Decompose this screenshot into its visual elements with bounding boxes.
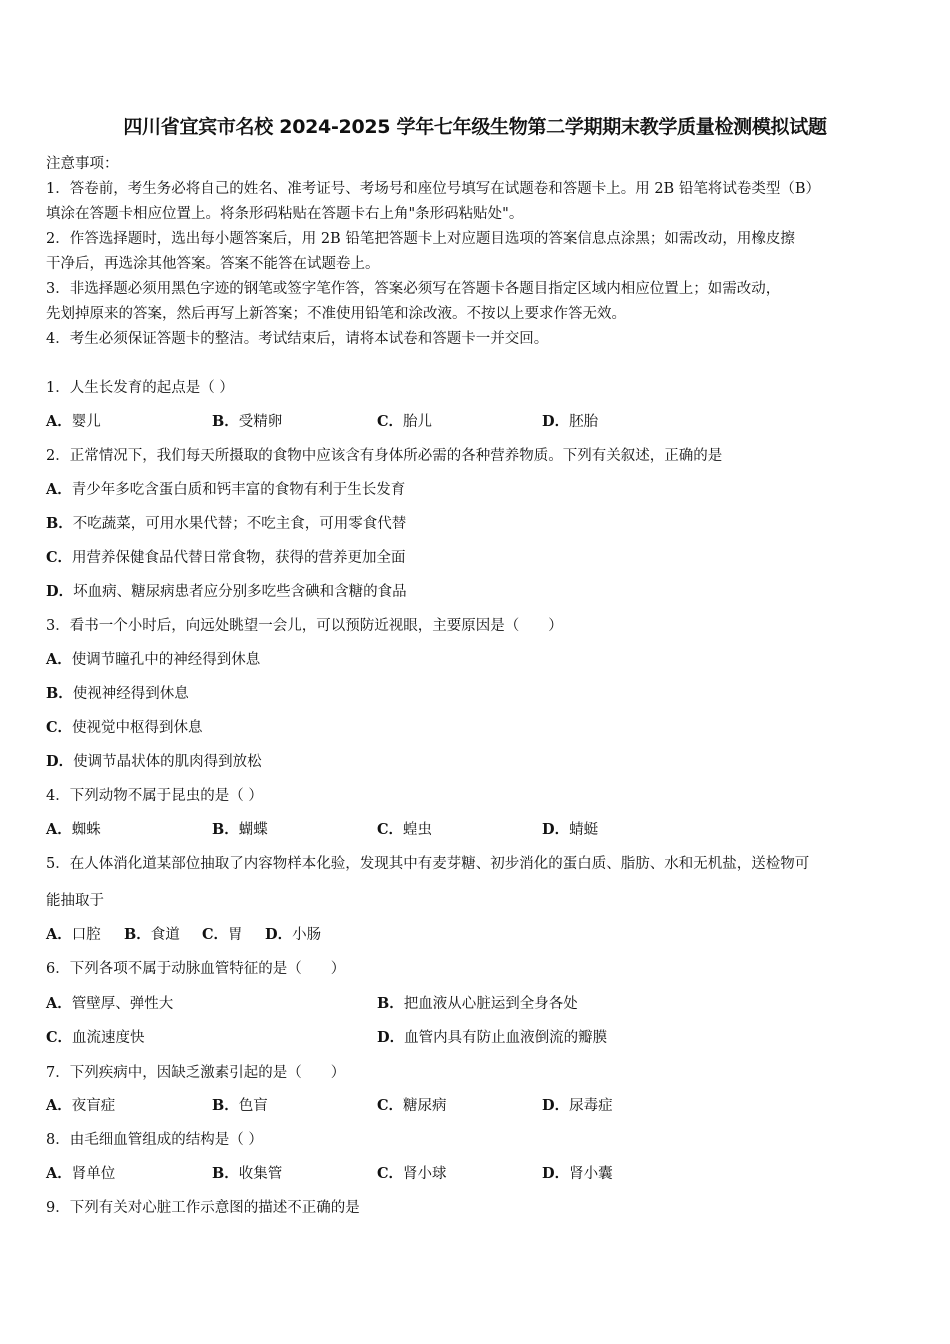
option-label: C． [46,1029,73,1046]
question-1-option-c [377,410,432,431]
option-text: 食道 [150,927,180,943]
option-label: C． [377,1097,404,1114]
option-text: 管壁厚、弹性大 [71,996,174,1012]
option-label: C． [377,821,404,838]
option-text: 尿毒症 [569,1098,613,1114]
question-4-option-b [212,818,268,839]
option-label: A． [46,995,72,1012]
option-label: A． [46,413,72,430]
question-7-stem: 7．下列疾病中，因缺乏激素引起的是（ ） [46,1065,346,1081]
notice-line: 1．答卷前，考生务必将自己的姓名、准考证号、考场号和座位号填写在试题卷和答题卡上。用 2B 铅笔将试卷类型（B） [46,181,820,197]
option-label: C． [377,413,404,430]
question-5-option-d [265,923,321,944]
question-6-option-d [377,1026,607,1047]
option-text: 夜盲症 [71,1098,116,1114]
question-8-option-c [377,1162,447,1183]
option-text: 糖尿病 [403,1098,447,1114]
page-title: 四川省宜宾市名校 2024-2025 学年七年级生物第二学期期末教学质量检测模拟试题 [123,116,827,138]
option-label: D． [542,821,570,838]
option-text: 使调节晶状体的肌肉得到放松 [73,754,262,770]
question-3-option-b [46,682,189,703]
option-text: 胚胎 [569,414,599,430]
question-2-option-a [46,478,405,499]
option-text: 收集管 [238,1166,283,1182]
question-7-option-a [46,1094,115,1115]
option-label: B． [46,515,73,532]
option-text: 血流速度快 [72,1030,145,1046]
question-7-option-b [212,1094,268,1115]
option-label: B． [124,926,151,943]
question-1-option-b [212,410,282,431]
option-label: C． [377,1165,404,1182]
option-label: B． [212,1165,239,1182]
option-label: D． [542,1165,570,1182]
question-8-stem: 8．由毛细血管组成的结构是（ ） [46,1132,263,1148]
notice-line: 先划掉原来的答案，然后再写上新答案；不准使用铅笔和涂改液。不按以上要求作答无效。 [46,306,626,322]
notice-line: 4．考生必须保证答题卡的整洁。考试结束后，请将本试卷和答题卡一并交回。 [46,331,549,347]
question-5-option-a [46,923,101,944]
question-3-option-d [46,750,262,771]
notice-line: 填涂在答题卡相应位置上。将条形码粘贴在答题卡右上角"条形码粘贴处"。 [46,206,524,222]
option-label: D． [46,583,74,600]
question-8-option-d [542,1162,613,1183]
option-text: 口腔 [71,927,101,943]
option-text: 肾小囊 [569,1166,613,1182]
option-label: C． [46,719,73,736]
notice-line: 2．作答选择题时，选出每小题答案后，用 2B 铅笔把答题卡上对应题目选项的答案信息点涂黑；如需改动，用橡皮擦 [46,231,795,247]
option-label: B． [46,685,73,702]
notice-line: 3．非选择题必须用黑色字迹的钢笔或签字笔作答，答案必须写在答题卡各题目指定区域内相应位置上；如需改动， [46,281,781,297]
question-2-option-b [46,512,406,533]
question-8-option-a [46,1162,115,1183]
question-6-option-a [46,992,173,1013]
option-label: B． [377,995,404,1012]
option-label: B． [212,821,239,838]
option-text: 肾小球 [403,1166,447,1182]
option-text: 坏血病、糖尿病患者应分别多吃些含碘和含糖的食品 [73,584,407,600]
option-text: 使调节瞳孔中的神经得到休息 [71,652,261,668]
question-4-option-d [542,818,598,839]
question-1-option-a [46,410,101,431]
option-label: D． [265,926,293,943]
option-label: A． [46,1165,72,1182]
question-1-stem: 1．人生长发育的起点是（ ） [46,380,234,396]
question-3-option-c [46,716,203,737]
question-2-stem: 2．正常情况下，我们每天所摄取的食物中应该含有身体所必需的各种营养物质。下列有关叙述，正确的是 [46,448,723,464]
question-6-option-c [46,1026,145,1047]
option-text: 使视神经得到休息 [72,686,189,702]
question-8-option-b [212,1162,282,1183]
option-label: B． [212,1097,239,1114]
option-label: A． [46,926,72,943]
question-3-stem: 3．看书一个小时后，向远处眺望一会儿，可以预防近视眼，主要原因是（ ） [46,618,563,634]
question-7-option-c [377,1094,447,1115]
option-text: 色盲 [238,1098,268,1114]
question-2-option-d [46,580,407,601]
option-label: B． [212,413,239,430]
option-text: 把血液从心脏运到全身各处 [403,996,578,1012]
question-2-option-c [46,546,406,567]
option-text: 用营养保健食品代替日常食物，获得的营养更加全面 [72,550,406,566]
option-text: 蝗虫 [403,822,433,838]
option-text: 胃 [228,927,243,943]
option-label: D． [542,1097,570,1114]
option-label: D． [377,1029,405,1046]
option-label: A． [46,1097,72,1114]
option-label: A． [46,481,72,498]
option-text: 青少年多吃含蛋白质和钙丰富的食物有利于生长发育 [71,482,406,498]
option-text: 肾单位 [71,1166,116,1182]
option-text: 不吃蔬菜，可用水果代替；不吃主食，可用零食代替 [72,516,407,532]
question-4-stem: 4．下列动物不属于昆虫的是（ ） [46,788,263,804]
question-5-option-b [124,923,180,944]
option-label: C． [202,926,229,943]
question-4-option-c [377,818,432,839]
question-3-option-a [46,648,260,669]
question-6-stem: 6．下列各项不属于动脉血管特征的是（ ） [46,961,346,977]
option-text: 小肠 [292,927,322,943]
question-5-option-c [202,923,243,944]
notice-heading: 注意事项： [46,156,119,172]
option-label: D． [542,413,570,430]
option-label: A． [46,651,72,668]
option-label: C． [46,549,73,566]
question-5-stem-cont: 能抽取于 [46,893,104,909]
notice-line: 干净后，再选涂其他答案。答案不能答在试题卷上。 [46,256,380,272]
option-text: 蜘蛛 [71,822,101,838]
question-7-option-d [542,1094,613,1115]
question-1-option-d [542,410,598,431]
option-text: 胎儿 [403,414,433,430]
option-text: 血管内具有防止血液倒流的瓣膜 [404,1030,608,1046]
question-9-stem: 9．下列有关对心脏工作示意图的描述不正确的是 [46,1200,360,1216]
option-label: A． [46,821,72,838]
option-text: 蝴蝶 [238,822,268,838]
question-4-option-a [46,818,101,839]
option-text: 蜻蜓 [569,822,599,838]
option-text: 使视觉中枢得到休息 [72,720,203,736]
question-6-option-b [377,992,578,1013]
option-text: 婴儿 [71,414,101,430]
question-5-stem: 5．在人体消化道某部位抽取了内容物样本化验，发现其中有麦芽糖、初步消化的蛋白质、脂肪、水和无机盐，送检物可 [46,856,810,872]
option-text: 受精卵 [238,414,283,430]
option-label: D． [46,753,74,770]
